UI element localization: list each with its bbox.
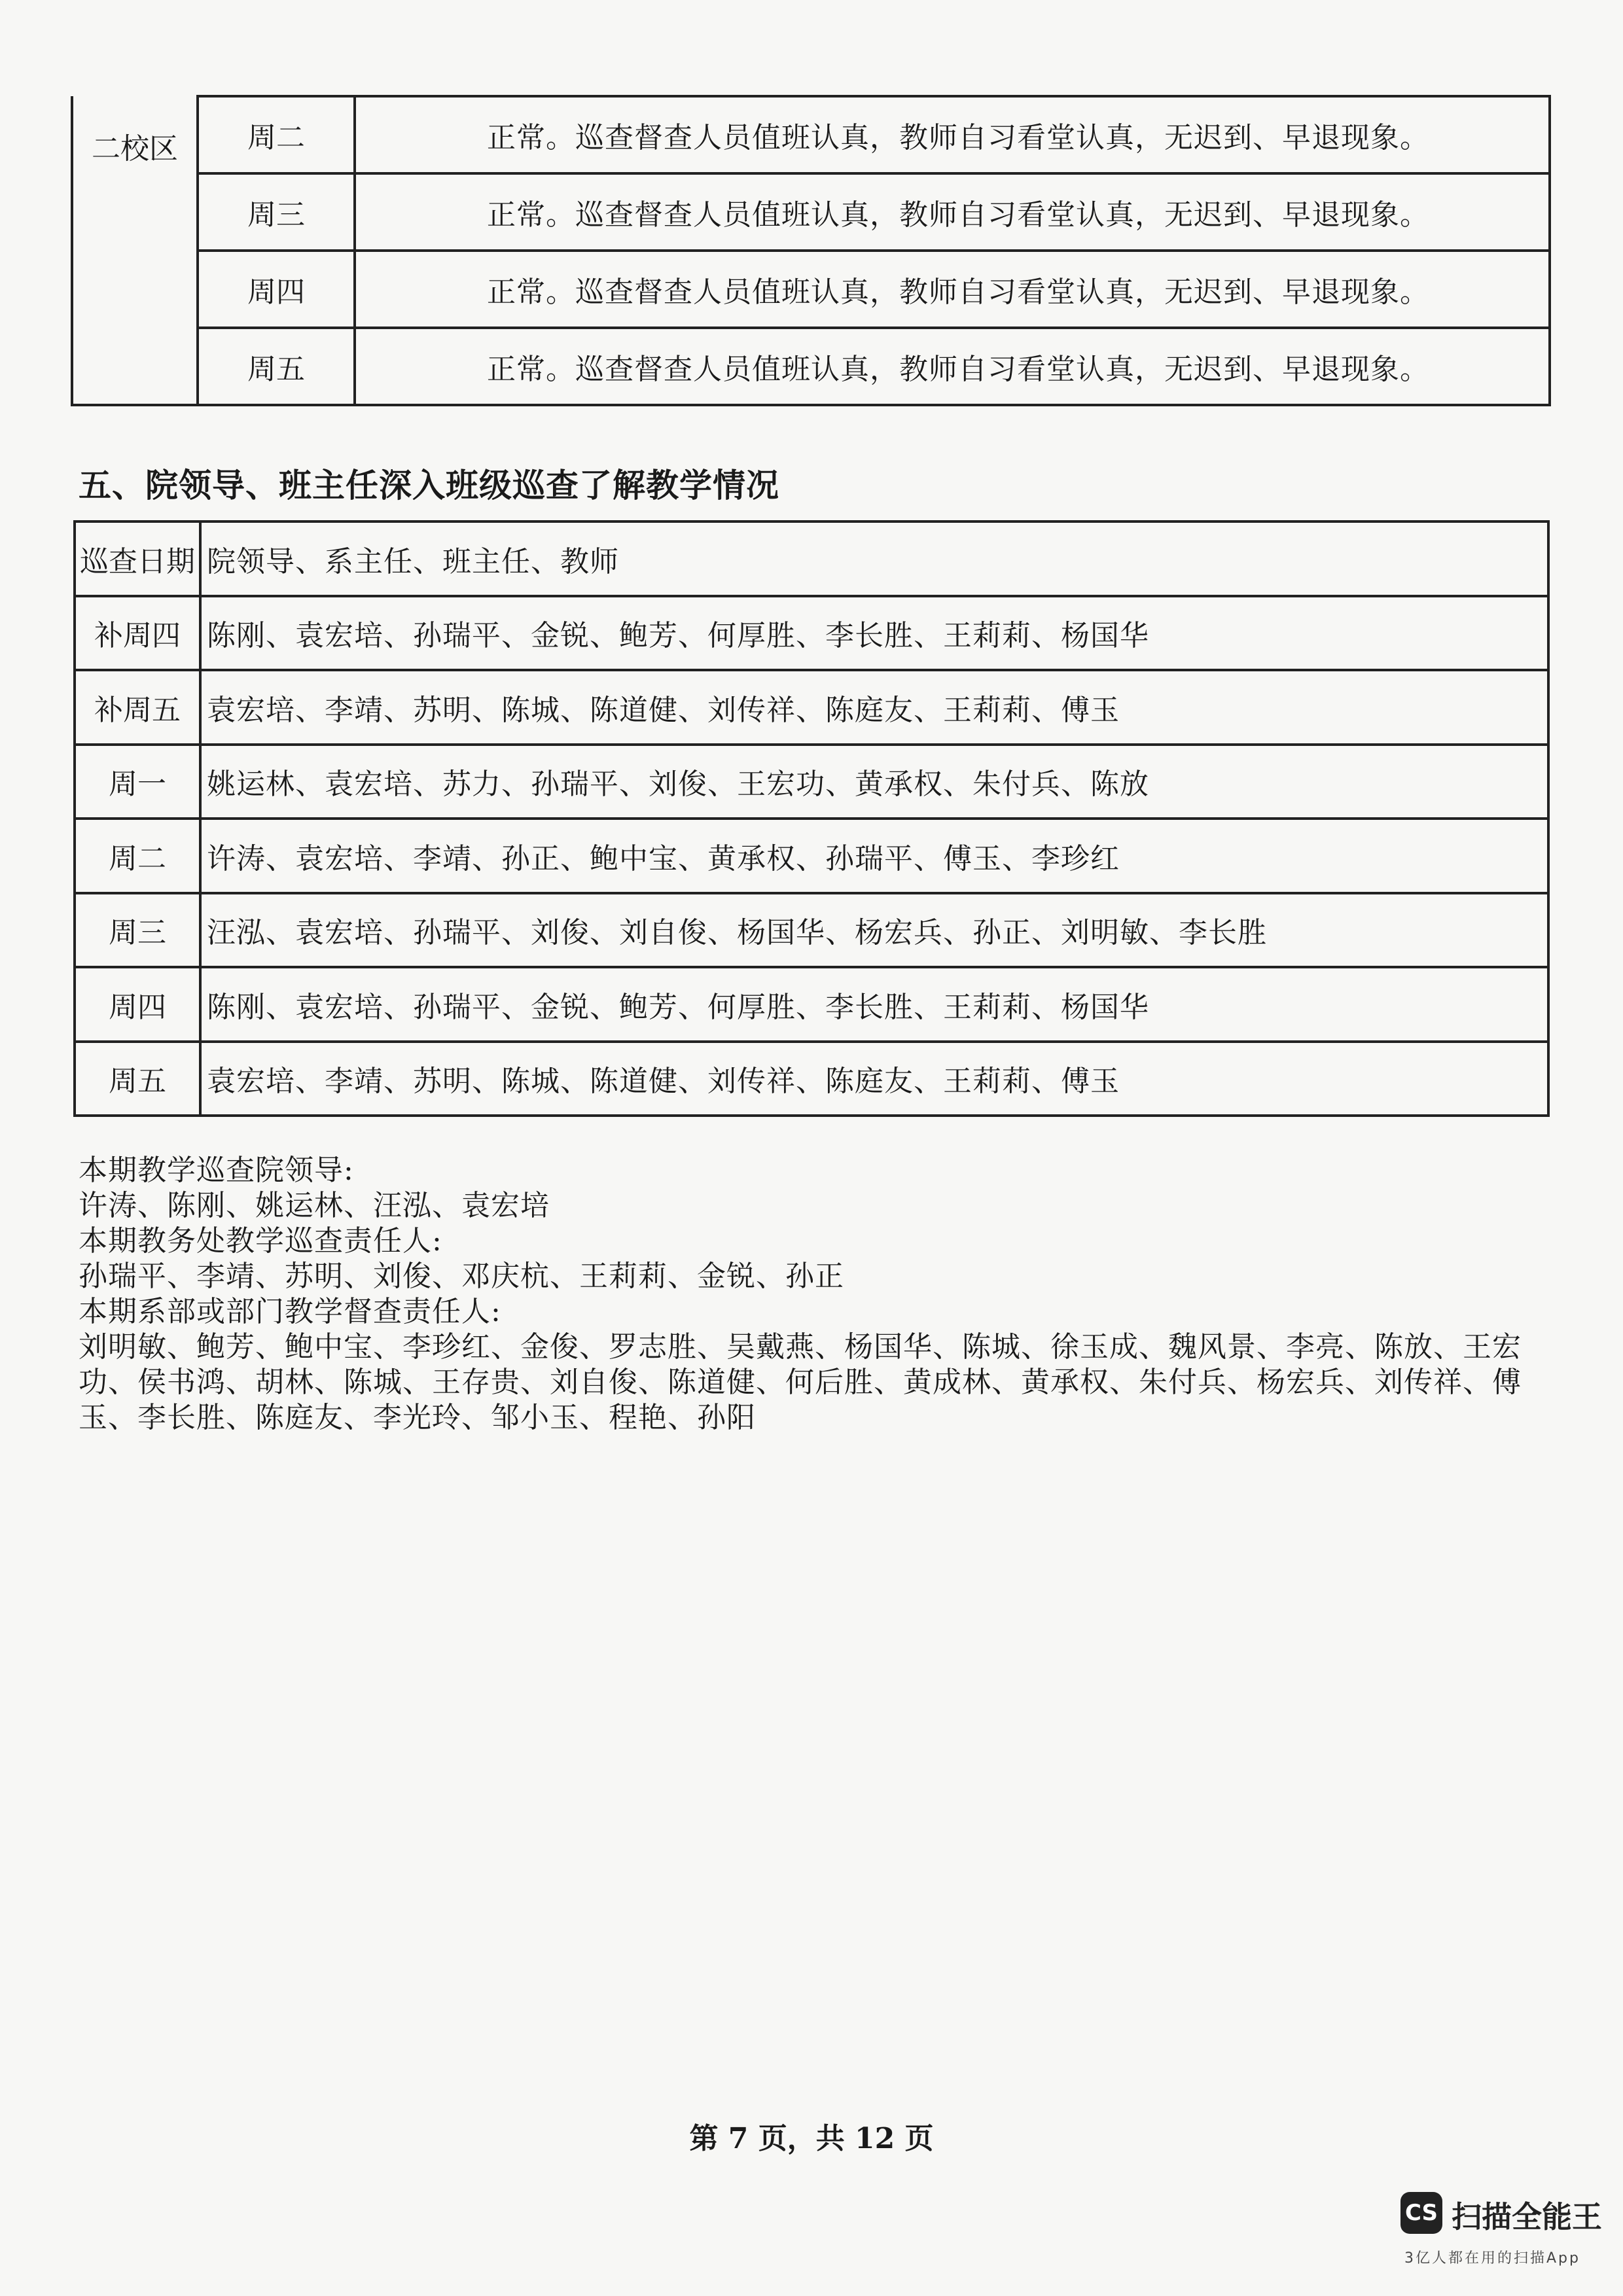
names-cell: 袁宏培、李靖、苏明、陈城、陈道健、刘传祥、陈庭友、王莉莉、傅玉	[200, 1042, 1548, 1116]
table-row	[72, 96, 1550, 173]
date-cell: 补周四	[75, 596, 200, 671]
names-cell: 陈刚、袁宏培、孙瑞平、金锐、鲍芳、何厚胜、李长胜、王莉莉、杨国华	[200, 967, 1548, 1042]
table-row	[75, 819, 1548, 893]
day-cell: 周五	[198, 328, 355, 405]
names-cell: 袁宏培、李靖、苏明、陈城、陈道健、刘传祥、陈庭友、王莉莉、傅玉	[200, 670, 1548, 745]
header-names-cell: 院领导、系主任、班主任、教师	[200, 521, 1548, 596]
table-row	[72, 173, 1550, 251]
status-cell: 正常。巡查督查人员值班认真，教师自习看堂认真，无迟到、早退现象。	[355, 328, 1550, 405]
scanner-watermark	[1400, 2192, 1610, 2284]
camscanner-logo-icon: CS	[1400, 2192, 1442, 2234]
watermark-tagline: 3亿人都在用的扫描App	[1404, 2250, 1580, 2267]
day-cell: 周四	[198, 251, 355, 328]
note-leaders-list: 许涛、陈刚、姚运林、汪泓、袁宏培	[79, 1189, 550, 1222]
table-row	[75, 596, 1548, 671]
note-heading-departments: 本期系部或部门教学督查责任人:	[79, 1295, 501, 1328]
campus-attendance-table	[71, 95, 1551, 406]
day-cell: 周三	[198, 173, 355, 251]
page-number: 第 7 页，共 12 页	[689, 2122, 934, 2155]
table-row	[75, 1042, 1548, 1116]
date-cell: 周三	[75, 893, 200, 968]
status-cell: 正常。巡查督查人员值班认真，教师自习看堂认真，无迟到、早退现象。	[355, 96, 1550, 173]
table-header-row	[75, 521, 1548, 596]
status-cell: 正常。巡查督查人员值班认真，教师自习看堂认真，无迟到、早退现象。	[355, 251, 1550, 328]
note-departments-list: 刘明敏、鲍芳、鲍中宝、李珍红、金俊、罗志胜、吴戴燕、杨国华、陈城、徐玉成、魏风景、李亮、陈放、王宏功、侯书鸿、胡林、陈城、王存贵、刘自俊、陈道健、何后胜、黄成林、黄承权、朱付兵、杨宏兵、刘传祥、傅玉、李长胜、陈庭友、李光玲、邹小玉、程艳、孙阳	[79, 1330, 1522, 1434]
watermark-app-name: 扫描全能王	[1452, 2199, 1602, 2234]
inspection-table	[73, 520, 1550, 1117]
date-cell: 周一	[75, 745, 200, 819]
note-academic-office-list: 孙瑞平、李靖、苏明、刘俊、邓庆杭、王莉莉、金锐、孙正	[79, 1260, 844, 1293]
names-cell: 姚运林、袁宏培、苏力、孙瑞平、刘俊、王宏功、黄承权、朱付兵、陈放	[200, 745, 1548, 819]
header-date-cell: 巡查日期	[75, 521, 200, 596]
table-row	[72, 251, 1550, 328]
names-cell: 汪泓、袁宏培、孙瑞平、刘俊、刘自俊、杨国华、杨宏兵、孙正、刘明敏、李长胜	[200, 893, 1548, 968]
responsibility-notes	[79, 1153, 1538, 1436]
note-heading-academic-office: 本期教务处教学巡查责任人:	[79, 1224, 442, 1258]
date-cell: 周五	[75, 1042, 200, 1116]
names-cell: 许涛、袁宏培、李靖、孙正、鲍中宝、黄承权、孙瑞平、傅玉、李珍红	[200, 819, 1548, 893]
section-title: 五、院领导、班主任深入班级巡查了解教学情况	[79, 466, 779, 504]
table-row	[75, 670, 1548, 745]
date-cell: 周二	[75, 819, 200, 893]
table-row	[72, 328, 1550, 405]
table-row	[75, 893, 1548, 968]
note-heading-leaders: 本期教学巡查院领导:	[79, 1154, 354, 1187]
day-cell: 周二	[198, 96, 355, 173]
campus-cell: 二校区	[72, 96, 198, 405]
table-row	[75, 967, 1548, 1042]
date-cell: 补周五	[75, 670, 200, 745]
status-cell: 正常。巡查督查人员值班认真，教师自习看堂认真，无迟到、早退现象。	[355, 173, 1550, 251]
names-cell: 陈刚、袁宏培、孙瑞平、金锐、鲍芳、何厚胜、李长胜、王莉莉、杨国华	[200, 596, 1548, 671]
date-cell: 周四	[75, 967, 200, 1042]
table-row	[75, 745, 1548, 819]
